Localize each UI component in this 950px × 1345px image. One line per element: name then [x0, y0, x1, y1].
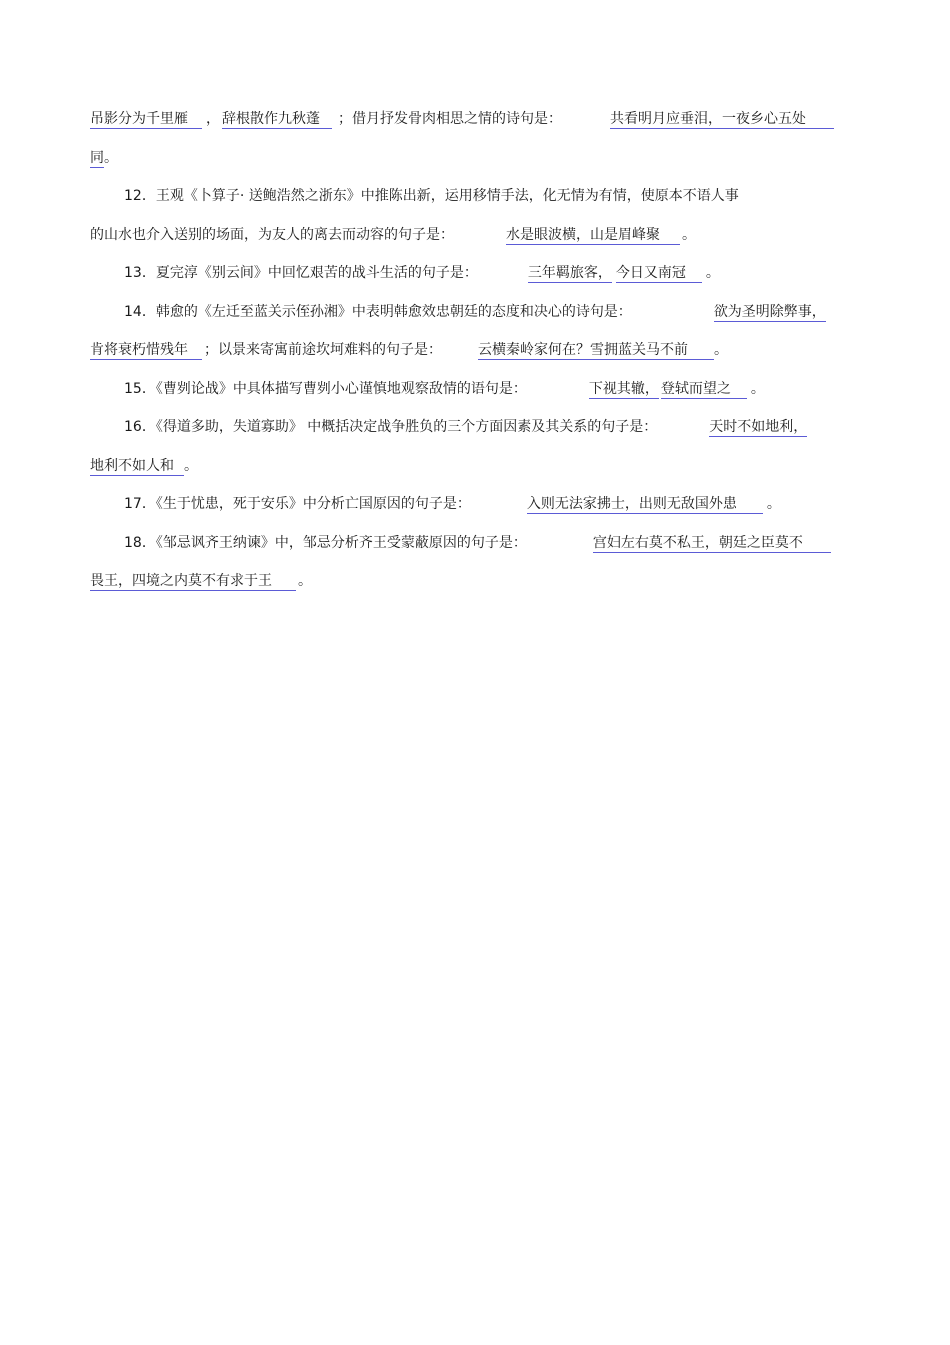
- text: 。: [705, 265, 720, 281]
- question-13: [124, 263, 720, 283]
- answer: 云横秦岭家何在？: [478, 342, 590, 358]
- text: ，: [206, 111, 220, 127]
- answer: 今日又南冠: [616, 265, 702, 283]
- text: 13．夏完淳《别云间》中回忆艰苦的战斗生活的句子是：: [124, 265, 478, 281]
- answer: 吊影分为千里雁: [90, 111, 202, 129]
- question-12: [124, 186, 739, 206]
- answer: 入则无法家拂士，: [526, 496, 639, 512]
- answer: 同: [90, 150, 104, 166]
- answer: 三年羁旅客，: [527, 265, 612, 281]
- answer: 地利不如人和: [90, 458, 184, 476]
- answer: 畏王，: [90, 573, 132, 589]
- answer: 宫妇左右莫不私王，: [592, 535, 719, 551]
- question-16: [124, 417, 807, 437]
- text: 。: [714, 342, 728, 358]
- text: 。: [766, 496, 781, 512]
- line-1: [90, 109, 834, 129]
- answer: 共看明月应垂泪，: [610, 111, 722, 127]
- text: 。: [184, 458, 198, 474]
- text: 16．《得道多助，失道寡助》 中概括决定战争胜负的三个方面因素及其关系的句子是：: [124, 419, 658, 435]
- answer: 天时不如地利，: [709, 419, 808, 435]
- answer: 山是眉峰聚: [590, 227, 680, 245]
- text: ；以景来寄寓前途坎坷难料的句子是：: [204, 342, 442, 358]
- answer: 雪拥蓝关马不前: [590, 342, 714, 360]
- question-17: [124, 494, 781, 514]
- question-14: [124, 302, 826, 322]
- answer: 下视其辙，: [588, 381, 659, 397]
- text: 。: [104, 150, 118, 166]
- text: 17．《生于忧患，死于安乐》中分析亡国原因的句子是：: [124, 496, 471, 512]
- answer: 登轼而望之: [661, 381, 747, 399]
- line-4: [90, 225, 696, 245]
- answer: 欲为圣明除弊事，: [713, 304, 826, 320]
- text: 14．韩愈的《左迁至蓝关示侄孙湘》中表明韩愈效忠朝廷的态度和决心的诗句是：: [124, 304, 632, 320]
- line-2: [90, 148, 118, 168]
- answer: 水是眼波横，: [506, 227, 590, 243]
- answer: 出则无敌国外患: [639, 496, 763, 514]
- text: ；借月抒发骨肉相思之情的诗句是：: [338, 111, 562, 127]
- line-7: [90, 340, 728, 360]
- text: 。: [682, 227, 696, 243]
- text: 12．王观《卜算子· 送鲍浩然之浙东》中推陈出新，运用移情手法，化无情为有情，使原本不语人事: [124, 188, 739, 204]
- text: 的山水也介入送别的场面，为友人的离去而动容的句子是：: [90, 227, 454, 243]
- text: 。: [750, 381, 765, 397]
- line-13: [90, 571, 312, 591]
- answer: 肯将衰朽惜残年: [90, 342, 202, 360]
- question-15: [124, 379, 765, 399]
- answer: 朝廷之臣莫不: [719, 535, 831, 553]
- text: 。: [298, 573, 312, 589]
- text: 18．《邹忌讽齐王纳谏》中，邹忌分析齐王受蒙蔽原因的句子是：: [124, 535, 527, 551]
- answer: 一夜乡心五处: [722, 111, 834, 129]
- answer: 四境之内莫不有求于王: [132, 573, 296, 591]
- line-10: [90, 456, 198, 476]
- answer: 辞根散作九秋蓬: [222, 111, 332, 129]
- text: 15．《曹刿论战》中具体描写曹刿小心谨慎地观察敌情的语句是：: [124, 381, 527, 397]
- question-18: [124, 533, 831, 553]
